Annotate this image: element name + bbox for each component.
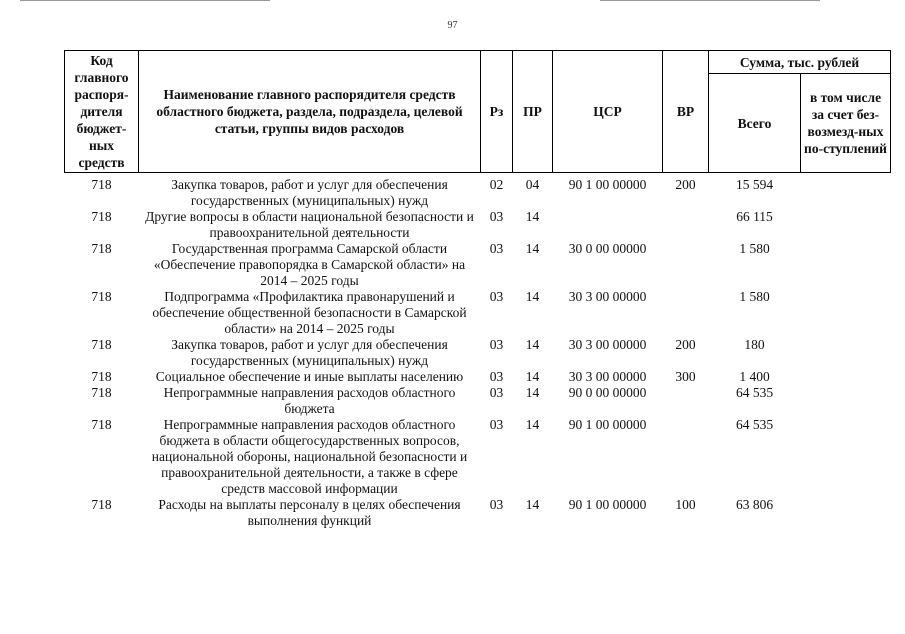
cell-total: 180 <box>744 337 765 352</box>
cell-csr: 90 1 00 00000 <box>568 417 647 432</box>
header-total: Всего <box>709 74 801 173</box>
cell-csr: 30 3 00 00000 <box>568 289 647 304</box>
cell-code: 718 <box>91 177 112 192</box>
cell-name: Непрограммные направления расходов областного бюджета в области общегосударственных вопросов, национальной обороны, национальной безопасности и правоохранительной деятельности, а также в сфере средств массовой информации <box>151 417 468 496</box>
cell-vr: 200 <box>675 337 696 352</box>
header-code: Код главного распоря-дителя бюджет-ных средств <box>65 51 139 173</box>
cell-rz: 03 <box>489 417 504 432</box>
cell-total: 1 580 <box>739 241 770 256</box>
cell-name: Закупка товаров, работ и услуг для обеспечения государственных (муниципальных) нужд <box>171 337 448 368</box>
cell-pr: 14 <box>525 417 540 432</box>
cell-name: Закупка товаров, работ и услуг для обеспечения государственных (муниципальных) нужд <box>171 177 448 208</box>
cell-csr <box>553 209 663 241</box>
header-name: Наименование главного распорядителя средств областного бюджета, раздела, подраздела, целевой статьи, группы видов расходов <box>139 51 481 173</box>
cell-pr: 14 <box>525 385 540 400</box>
cell-pr: 14 <box>525 337 540 352</box>
cell-gratuitous <box>801 289 891 337</box>
cell-code: 718 <box>91 241 112 256</box>
cell-csr: 30 3 00 00000 <box>568 337 647 352</box>
cell-code: 718 <box>91 417 112 432</box>
cell-pr: 14 <box>525 209 540 224</box>
table-row <box>65 385 891 417</box>
cell-csr: 90 1 00 00000 <box>568 177 647 192</box>
cell-code: 718 <box>91 385 112 400</box>
table-row <box>65 369 891 385</box>
cell-vr: 300 <box>675 369 696 384</box>
table-row <box>65 289 891 337</box>
header-gratuitous: в том числе за счет без-возмезд-ных по-ступлений <box>801 74 891 173</box>
table-row <box>65 173 891 210</box>
cell-total: 1 580 <box>739 289 770 304</box>
cell-vr <box>663 209 709 241</box>
cell-name: Подпрограмма «Профилактика правонарушений и обеспечение общественной безопасности в Самарской области» на 2014 – 2025 годы <box>152 289 467 336</box>
cell-total: 64 535 <box>735 417 774 432</box>
cell-pr: 14 <box>525 241 540 256</box>
cell-gratuitous <box>801 369 891 385</box>
scan-edge-line-right <box>600 0 820 1</box>
cell-total: 15 594 <box>735 177 774 192</box>
table-body <box>65 173 891 530</box>
scan-edge-line-left <box>20 0 270 1</box>
table-row <box>65 417 891 497</box>
cell-total: 1 400 <box>739 369 770 384</box>
cell-gratuitous <box>801 241 891 289</box>
cell-gratuitous <box>801 173 891 210</box>
cell-code: 718 <box>91 369 112 384</box>
cell-csr: 90 0 00 00000 <box>568 385 647 400</box>
header-pr: ПР <box>513 51 553 173</box>
header-csr: ЦСР <box>553 51 663 173</box>
cell-pr: 14 <box>525 289 540 304</box>
cell-vr <box>663 417 709 497</box>
table-header <box>65 51 891 173</box>
cell-total: 66 115 <box>736 209 773 224</box>
cell-csr: 30 0 00 00000 <box>568 241 647 256</box>
cell-rz: 02 <box>489 177 504 192</box>
cell-name: Непрограммные направления расходов областного бюджета <box>163 385 456 416</box>
cell-name: Социальное обеспечение и иные выплаты населению <box>155 369 464 384</box>
cell-rz: 03 <box>489 497 504 512</box>
cell-vr: 100 <box>675 497 696 512</box>
budget-table <box>64 50 891 529</box>
cell-gratuitous <box>801 497 891 529</box>
cell-vr <box>663 241 709 289</box>
cell-rz: 03 <box>489 289 504 304</box>
cell-name: Расходы на выплаты персоналу в целях обеспечения выполнения функций <box>158 497 461 528</box>
cell-gratuitous <box>801 385 891 417</box>
cell-pr: 04 <box>525 177 540 192</box>
cell-rz: 03 <box>489 369 504 384</box>
cell-name: Государственная программа Самарской области «Обеспечение правопорядка в Самарской области» на 2014 – 2025 годы <box>153 241 466 288</box>
table-row <box>65 209 891 241</box>
cell-total: 64 535 <box>735 385 774 400</box>
cell-gratuitous <box>801 209 891 241</box>
header-vr: ВР <box>663 51 709 173</box>
cell-vr <box>663 385 709 417</box>
cell-vr <box>663 289 709 337</box>
cell-total: 63 806 <box>735 497 774 512</box>
cell-name: Другие вопросы в области национальной безопасности и правоохранительной деятельности <box>145 209 474 240</box>
cell-gratuitous <box>801 417 891 497</box>
cell-code: 718 <box>91 289 112 304</box>
cell-rz: 03 <box>489 241 504 256</box>
cell-rz: 03 <box>489 337 504 352</box>
cell-rz: 03 <box>489 209 504 224</box>
cell-gratuitous <box>801 337 891 369</box>
cell-rz: 03 <box>489 385 504 400</box>
cell-vr: 200 <box>675 177 696 192</box>
cell-csr: 90 1 00 00000 <box>568 497 647 512</box>
cell-code: 718 <box>91 209 112 224</box>
cell-pr: 14 <box>525 497 540 512</box>
header-sum-group: Сумма, тыс. рублей <box>709 51 891 74</box>
table-row <box>65 241 891 289</box>
header-rz: Рз <box>481 51 513 173</box>
table-row <box>65 497 891 529</box>
cell-code: 718 <box>91 497 112 512</box>
cell-code: 718 <box>91 337 112 352</box>
cell-pr: 14 <box>525 369 540 384</box>
cell-csr: 30 3 00 00000 <box>568 369 647 384</box>
table-row <box>65 337 891 369</box>
page-number: 97 <box>447 20 458 31</box>
